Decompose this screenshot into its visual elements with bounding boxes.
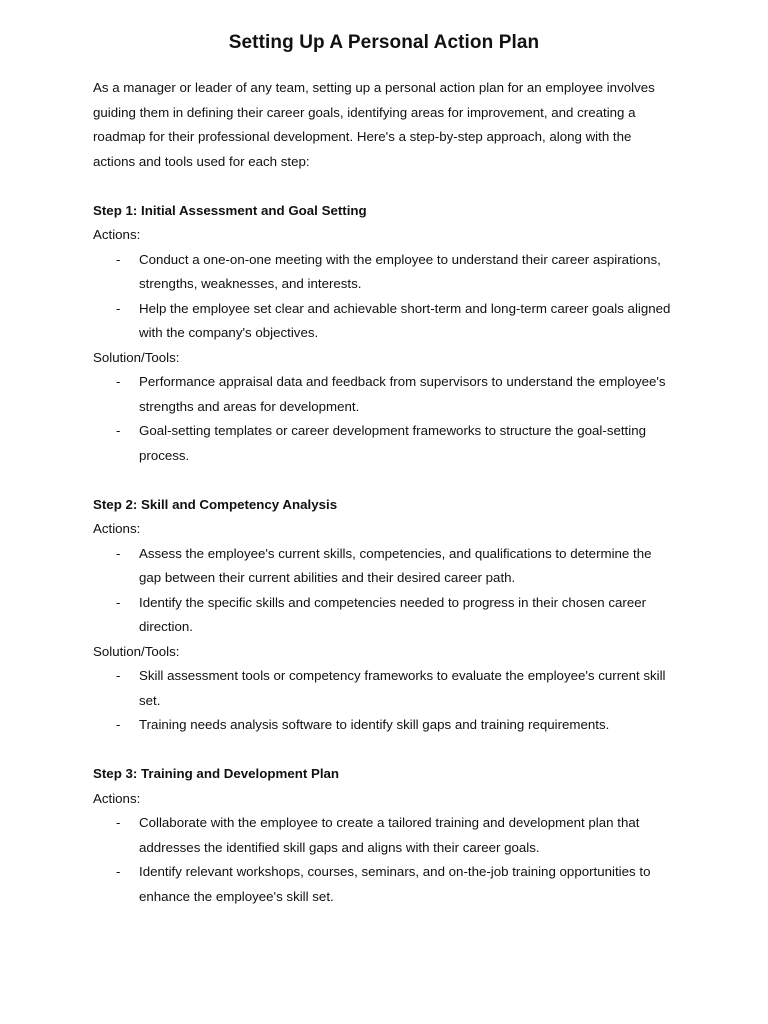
intro-paragraph: As a manager or leader of any team, setting up a personal action plan for an employee involves guiding them in defining their career goals, identifying areas for improvement, and creating a roadmap for their professional development. Here's a step-by-step approach, along with the actions and tools used for each step:: [93, 80, 655, 169]
list-item: [93, 542, 675, 591]
list-item: [93, 297, 675, 346]
list-item: [93, 664, 675, 713]
bullet-dash: -: [116, 594, 121, 610]
document-title: Setting Up A Personal Action Plan: [228, 32, 540, 53]
bullet-dash: -: [116, 864, 121, 879]
list-item: [93, 860, 675, 909]
bullet-dash: -: [116, 717, 121, 732]
step-1-tools-list: [93, 370, 675, 468]
bullet-dash: -: [116, 423, 121, 438]
list-item-text: Conduct a one-on-one meeting with the employee to understand their career aspirations, strengths, weaknesses, and interests.: [139, 251, 661, 291]
list-item: [93, 713, 675, 738]
bullet-dash: -: [116, 251, 121, 267]
list-item-text: Identify the specific skills and competencies needed to progress in their chosen career direction.: [139, 594, 647, 634]
bullet-dash: -: [116, 300, 121, 316]
list-item: [93, 419, 675, 468]
step-2-actions-list: [93, 542, 675, 640]
list-item: [93, 591, 675, 640]
step-1-actions-label: Actions:: [93, 227, 141, 242]
step-3-actions-list: [93, 811, 675, 909]
bullet-dash: -: [116, 374, 121, 389]
step-2-tools-list: [93, 664, 675, 738]
list-item: [93, 811, 675, 860]
list-item-text: Assess the employee's current skills, competencies, and qualifications to determine the gap between their current abilities and their desired career path.: [139, 545, 652, 585]
bullet-dash: -: [116, 545, 121, 561]
step-3-actions-label: Actions:: [93, 790, 141, 806]
list-item-text: Help the employee set clear and achievable short-term and long-term career goals aligned with the company's objectives.: [139, 300, 671, 340]
bullet-dash: -: [116, 668, 121, 683]
list-item-text: Training needs analysis software to identify skill gaps and training requirements.: [139, 717, 610, 732]
list-item-text: Performance appraisal data and feedback from supervisors to understand the employee's strengths and areas for development.: [139, 374, 666, 414]
step-1-heading: Step 1: Initial Assessment and Goal Setting: [93, 202, 367, 218]
step-3-section: [93, 762, 675, 909]
step-3-heading: Step 3: Training and Development Plan: [93, 766, 340, 781]
step-2-tools-label: Solution/Tools:: [93, 643, 180, 659]
step-2-section: [93, 493, 675, 738]
list-item-text: Collaborate with the employee to create a tailored training and development plan that addresses the identified skill gaps and aligns with their career goals.: [139, 815, 640, 855]
step-1-actions-list: [93, 248, 675, 346]
bullet-dash: -: [116, 815, 121, 830]
list-item-text: Identify relevant workshops, courses, seminars, and on-the-job training opportunities to enhance the employee's skill set.: [139, 864, 651, 904]
list-item-text: Skill assessment tools or competency frameworks to evaluate the employee's current skill set.: [139, 668, 666, 708]
list-item-text: Goal-setting templates or career development frameworks to structure the goal-setting process.: [139, 423, 646, 463]
step-1-section: [93, 199, 675, 469]
list-item: [93, 370, 675, 419]
step-2-heading: Step 2: Skill and Competency Analysis: [93, 496, 338, 512]
list-item: [93, 248, 675, 297]
step-1-tools-label: Solution/Tools:: [93, 349, 180, 365]
step-2-actions-label: Actions:: [93, 521, 141, 536]
